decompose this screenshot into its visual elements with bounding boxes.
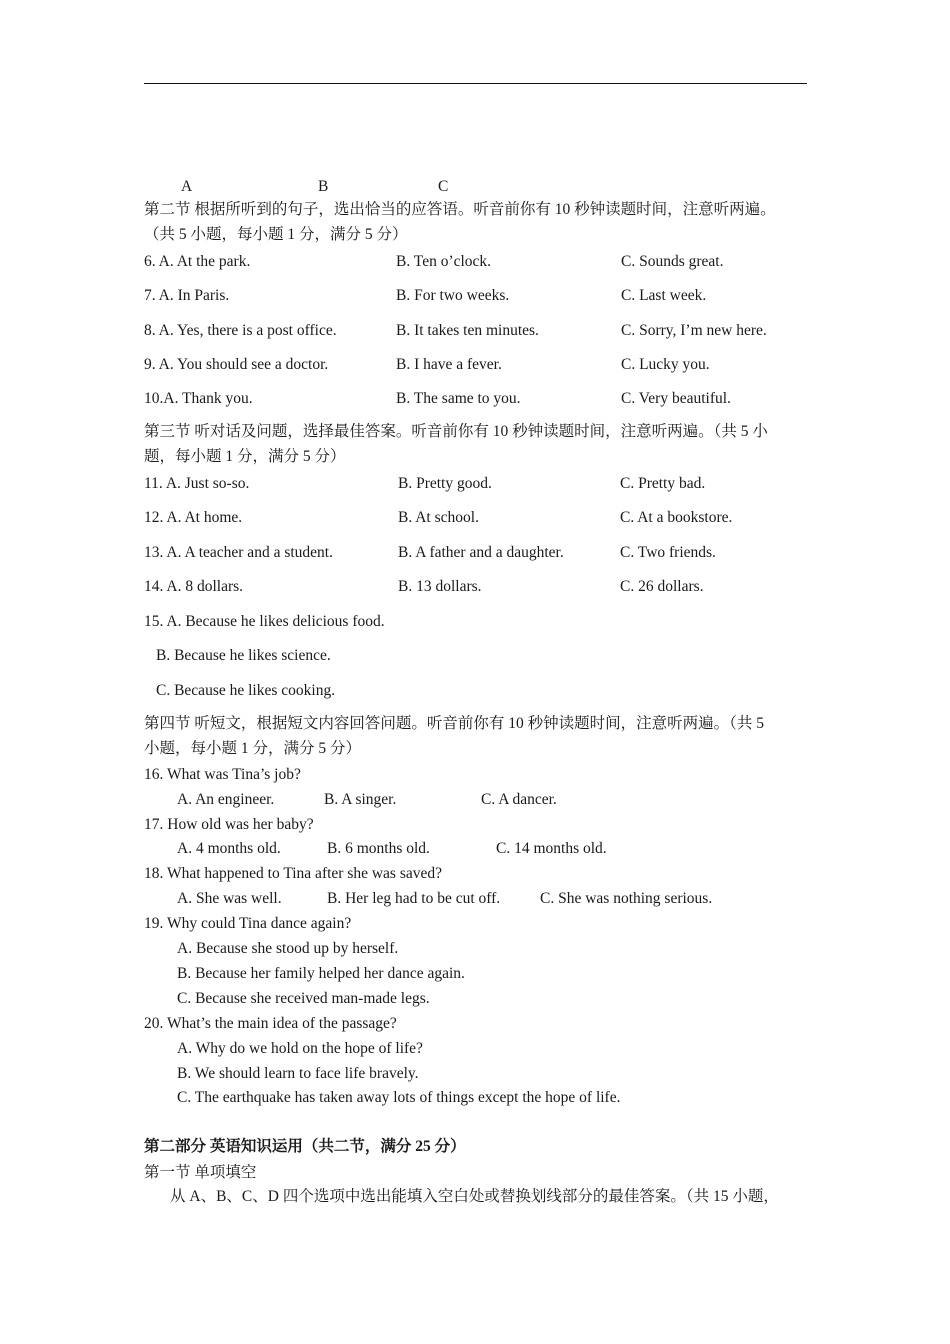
q13-option-c: C. Two friends. bbox=[620, 544, 716, 561]
q20-option-b: B. We should learn to face life bravely. bbox=[177, 1065, 419, 1082]
q13-option-a: 13. A. A teacher and a student. bbox=[144, 544, 333, 561]
q20-option-a: A. Why do we hold on the hope of life? bbox=[177, 1040, 423, 1057]
part2-section1-heading: 第一节 单项填空 bbox=[144, 1164, 257, 1181]
q13-option-b: B. A father and a daughter. bbox=[398, 544, 564, 561]
part2-heading: 第二部分 英语知识运用（共二节，满分 25 分） bbox=[144, 1138, 466, 1155]
q16-option-a: A. An engineer. bbox=[177, 791, 275, 808]
section4-heading-cont: 小题，每小题 1 分，满分 5 分） bbox=[144, 740, 362, 757]
q18-option-a: A. She was well. bbox=[177, 890, 282, 907]
q10-option-c: C. Very beautiful. bbox=[621, 390, 731, 407]
q10-option-b: B. The same to you. bbox=[396, 390, 521, 407]
q6-option-c: C. Sounds great. bbox=[621, 253, 724, 270]
q17-question: 17. How old was her baby? bbox=[144, 816, 314, 833]
section3-heading-cont: 题，每小题 1 分，满分 5 分） bbox=[144, 448, 346, 465]
q6-option-a: 6. A. At the park. bbox=[144, 253, 251, 270]
q9-option-a: 9. A. You should see a doctor. bbox=[144, 356, 329, 373]
section3-heading: 第三节 听对话及问题，选择最佳答案。听音前你有 10 秒钟读题时间，注意听两遍。（共 5 小 bbox=[144, 423, 768, 440]
q15-option-c: C. Because he likes cooking. bbox=[156, 682, 336, 699]
q18-option-b: B. Her leg had to be cut off. bbox=[327, 890, 501, 907]
q12-option-c: C. At a bookstore. bbox=[620, 509, 733, 526]
q11-option-c: C. Pretty bad. bbox=[620, 475, 706, 492]
q19-option-b: B. Because her family helped her dance again. bbox=[177, 965, 465, 982]
q20-question: 20. What’s the main idea of the passage? bbox=[144, 1015, 397, 1032]
q14-option-c: C. 26 dollars. bbox=[620, 578, 704, 595]
q19-option-c: C. Because she received man-made legs. bbox=[177, 990, 430, 1007]
section2-heading-cont: （共 5 小题，每小题 1 分，满分 5 分） bbox=[144, 226, 408, 243]
q15-option-a: 15. A. Because he likes delicious food. bbox=[144, 613, 385, 630]
q17-option-b: B. 6 months old. bbox=[327, 840, 430, 857]
q18-option-c: C. She was nothing serious. bbox=[540, 890, 713, 907]
q14-option-b: B. 13 dollars. bbox=[398, 578, 482, 595]
q6-option-b: B. Ten o’clock. bbox=[396, 253, 492, 270]
section4-heading: 第四节 听短文，根据短文内容回答问题。听音前你有 10 秒钟读题时间，注意听两遍。（共 5 bbox=[144, 715, 765, 732]
q16-question: 16. What was Tina’s job? bbox=[144, 766, 301, 783]
q8-option-c: C. Sorry, I’m new here. bbox=[621, 322, 767, 339]
q12-option-a: 12. A. At home. bbox=[144, 509, 243, 526]
q14-option-a: 14. A. 8 dollars. bbox=[144, 578, 244, 595]
q10-option-a: 10.A. Thank you. bbox=[144, 390, 253, 407]
q18-question: 18. What happened to Tina after she was saved? bbox=[144, 865, 443, 882]
q7-option-c: C. Last week. bbox=[621, 287, 707, 304]
q19-question: 19. Why could Tina dance again? bbox=[144, 915, 352, 932]
q9-option-c: C. Lucky you. bbox=[621, 356, 710, 373]
q12-option-b: B. At school. bbox=[398, 509, 479, 526]
header-rule bbox=[144, 83, 807, 84]
q8-option-a: 8. A. Yes, there is a post office. bbox=[144, 322, 337, 339]
q8-option-b: B. It takes ten minutes. bbox=[396, 322, 539, 339]
picture-label-c: C bbox=[438, 178, 449, 195]
q7-option-a: 7. A. In Paris. bbox=[144, 287, 230, 304]
q16-option-c: C. A dancer. bbox=[481, 791, 557, 808]
q20-option-c: C. The earthquake has taken away lots of things except the hope of life. bbox=[177, 1089, 621, 1106]
q17-option-c: C. 14 months old. bbox=[496, 840, 607, 857]
section2-heading: 第二节 根据所听到的句子，选出恰当的应答语。听音前你有 10 秒钟读题时间，注意听两遍。 bbox=[144, 201, 776, 218]
q11-option-b: B. Pretty good. bbox=[398, 475, 492, 492]
picture-label-b: B bbox=[318, 178, 329, 195]
q15-option-b: B. Because he likes science. bbox=[156, 647, 331, 664]
q7-option-b: B. For two weeks. bbox=[396, 287, 510, 304]
q17-option-a: A. 4 months old. bbox=[177, 840, 281, 857]
part2-instruction: 从 A、B、C、D 四个选项中选出能填入空白处或替换划线部分的最佳答案。（共 15 小题， bbox=[170, 1188, 779, 1205]
q19-option-a: A. Because she stood up by herself. bbox=[177, 940, 399, 957]
picture-label-a: A bbox=[181, 178, 193, 195]
q11-option-a: 11. A. Just so-so. bbox=[144, 475, 250, 492]
q9-option-b: B. I have a fever. bbox=[396, 356, 502, 373]
q16-option-b: B. A singer. bbox=[324, 791, 397, 808]
